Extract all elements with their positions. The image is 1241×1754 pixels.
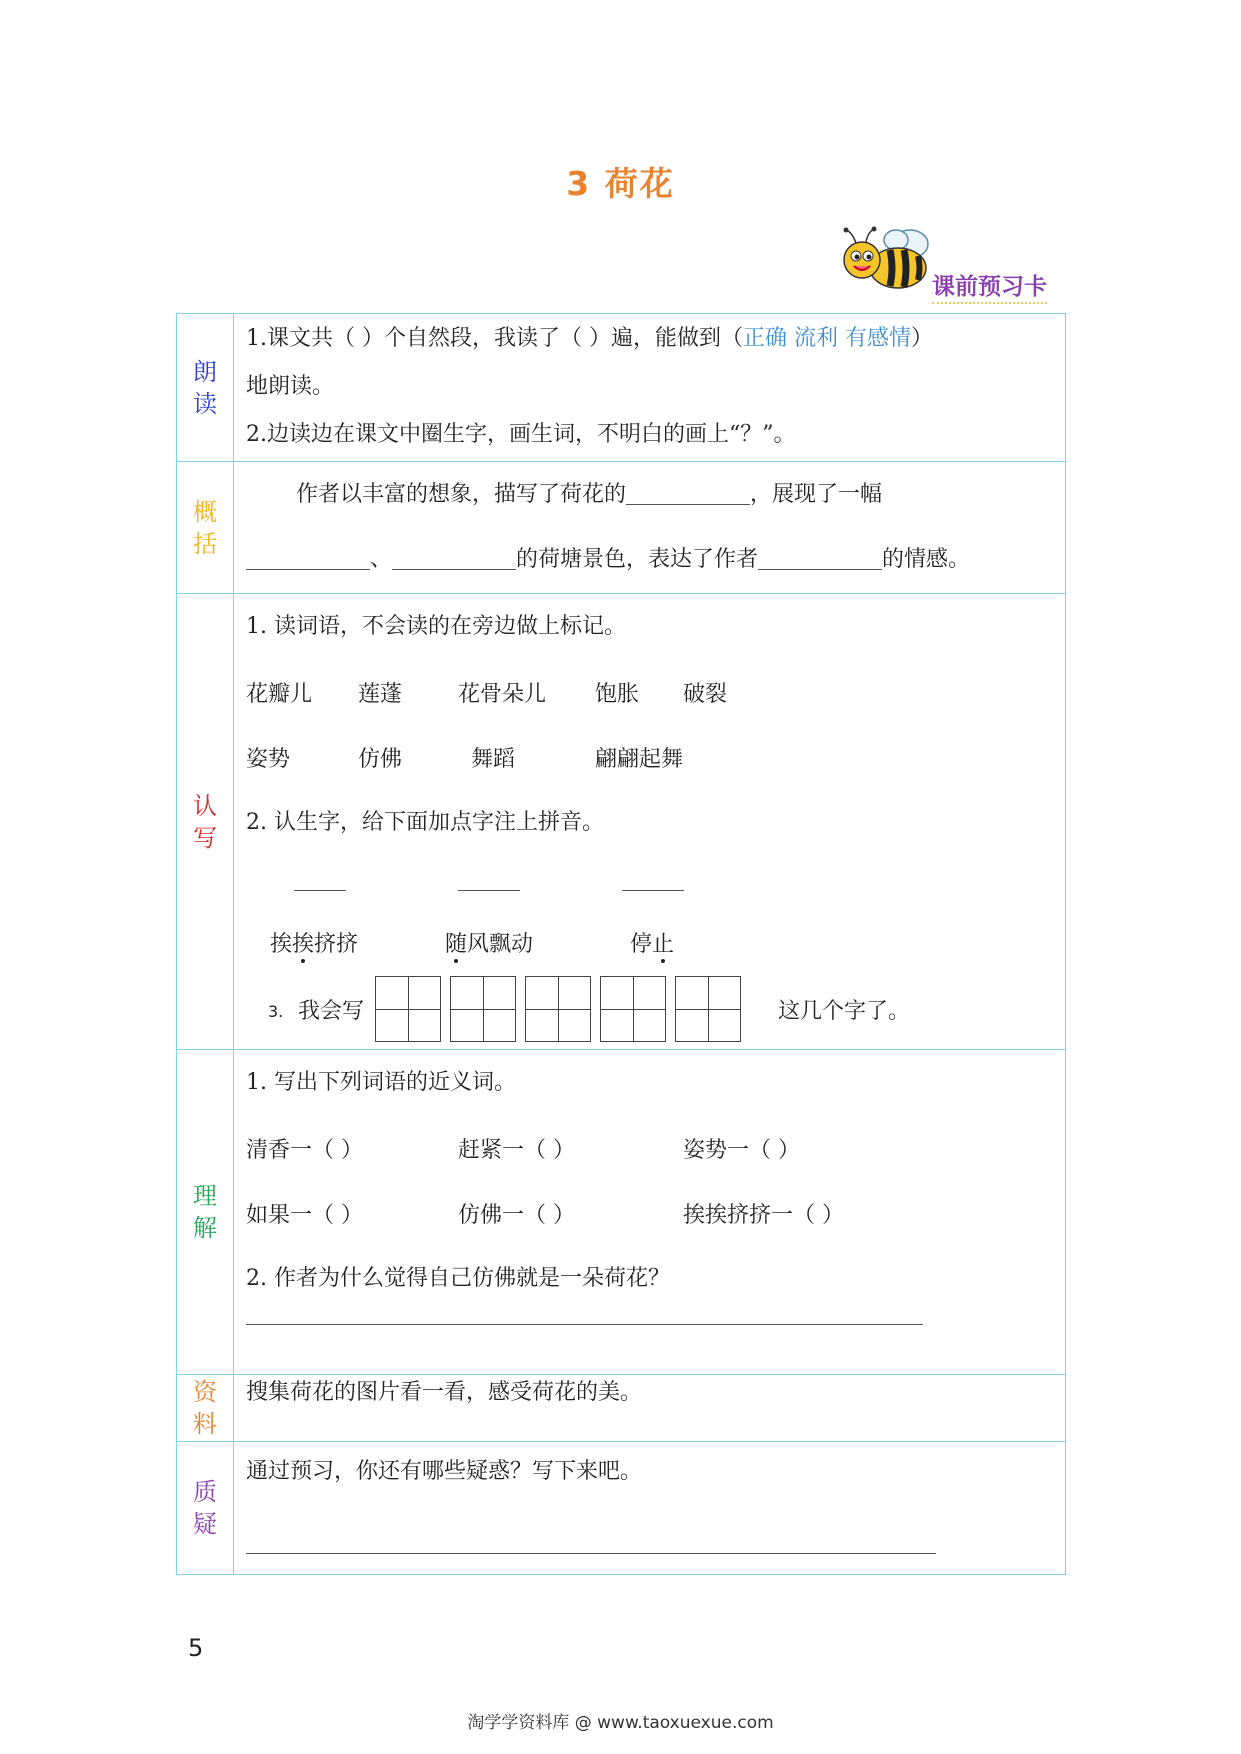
blank-3[interactable] — [392, 539, 516, 570]
page-number: 5 — [188, 1634, 204, 1662]
synonym-item: 清香一（ ） — [246, 1138, 363, 1163]
synonym-item: 赶紧一（ ） — [458, 1138, 575, 1163]
understand-question-1: 1. 写出下列词语的近义词。 — [246, 1070, 516, 1095]
material-text: 搜集荷花的图片看一看，感受荷花的美。 — [246, 1380, 643, 1405]
synonym-row-2 — [246, 1183, 1053, 1248]
pinyin-word-1: 挨挨挤挤 — [270, 930, 358, 960]
synonym-item: 挨挨挤挤一（ ） — [683, 1203, 844, 1228]
pinyin-blank-3[interactable] — [622, 888, 684, 891]
pinyin-blank-2[interactable] — [458, 888, 520, 891]
footer-watermark: 淘学学资料库 @ www.taoxuexue.com — [467, 1713, 774, 1733]
section-content-read — [234, 314, 1065, 461]
section-content-write — [234, 594, 1065, 1049]
synonym-item: 姿势一（ ） — [683, 1138, 800, 1163]
section-material — [176, 1375, 1066, 1442]
word: 姿势 — [246, 747, 291, 772]
blank-4[interactable] — [758, 539, 882, 570]
word: 翩翩起舞 — [595, 747, 684, 772]
section-content-understand — [234, 1050, 1065, 1374]
section-content-question — [234, 1442, 1065, 1574]
writing-grid-box[interactable] — [375, 976, 441, 1042]
bee-icon — [838, 226, 938, 296]
writing-grid-box[interactable] — [450, 976, 516, 1042]
write-question-3: 3. 我会写 这几个字了。 — [246, 974, 1053, 1046]
pinyin-blanks — [246, 854, 1053, 934]
word: 仿佛 — [358, 747, 403, 772]
summary-line-1: 作者以丰富的想象，描写了荷花的 ，展现了一幅 — [246, 467, 1053, 530]
write-question-1: 1. 读词语，不会读的在旁边做上标记。 — [246, 614, 626, 639]
answer-line[interactable] — [246, 1322, 923, 1325]
writing-grid-box[interactable] — [675, 976, 741, 1042]
understand-question-2: 2. 作者为什么觉得自己仿佛就是一朵荷花？ — [246, 1266, 670, 1291]
pinyin-word-3: 停止 — [630, 930, 674, 960]
reading-options: 正确 流利 有感情 — [742, 326, 911, 351]
section-content-summary — [234, 462, 1065, 593]
section-label-question: 质 疑 — [177, 1442, 234, 1574]
section-label-understand: 理 解 — [177, 1050, 234, 1374]
synonym-row-1 — [246, 1118, 1053, 1183]
pinyin-blank-1[interactable] — [294, 888, 346, 891]
section-label-read: 朗 读 — [177, 314, 234, 461]
worksheet-table — [176, 313, 1066, 1575]
preview-card-label: 课前预习卡 — [932, 268, 1047, 304]
answer-line[interactable] — [246, 1551, 936, 1554]
word-list-row-2 — [246, 727, 1053, 792]
read-question-2: 2.边读边在课文中圈生字，画生词，不明白的画上“？”。 — [246, 422, 796, 447]
section-write — [176, 594, 1066, 1050]
section-understand — [176, 1050, 1066, 1375]
page-title: 3 荷花 — [566, 164, 675, 203]
section-label-write: 认 写 — [177, 594, 234, 1049]
section-read — [176, 313, 1066, 462]
writing-grid-box[interactable] — [525, 976, 591, 1042]
word: 花瓣儿 — [246, 682, 313, 707]
section-summary — [176, 462, 1066, 594]
word: 花骨朵儿 — [458, 682, 547, 707]
section-content-material — [234, 1375, 1065, 1441]
blank-2[interactable] — [246, 539, 370, 570]
word-list-row-1 — [246, 662, 1053, 727]
synonym-item: 仿佛一（ ） — [458, 1203, 575, 1228]
read-question-1: 1.课文共（ ）个自然段，我读了（ ）遍，能做到（正确 流利 有感情） — [246, 326, 933, 351]
synonym-item: 如果一（ ） — [246, 1203, 363, 1228]
summary-line-2: 、 的荷塘景色，表达了作者 的情感。 — [246, 530, 1053, 590]
question-text: 通过预习，你还有哪些疑惑？写下来吧。 — [246, 1459, 643, 1484]
word: 莲蓬 — [358, 682, 403, 707]
pinyin-words — [246, 934, 1053, 974]
section-question — [176, 1442, 1066, 1575]
word: 舞蹈 — [471, 747, 516, 772]
word: 破裂 — [683, 682, 728, 707]
read-question-1-cont: 地朗读。 — [246, 374, 335, 399]
writing-grid-box[interactable] — [600, 976, 666, 1042]
word: 饱胀 — [595, 682, 640, 707]
section-label-summary: 概 括 — [177, 462, 234, 593]
pinyin-word-2: 随风飘动 — [445, 930, 533, 960]
section-label-material: 资 料 — [177, 1375, 234, 1441]
write-question-2: 2. 认生字，给下面加点字注上拼音。 — [246, 810, 604, 835]
blank-1[interactable] — [626, 474, 750, 505]
